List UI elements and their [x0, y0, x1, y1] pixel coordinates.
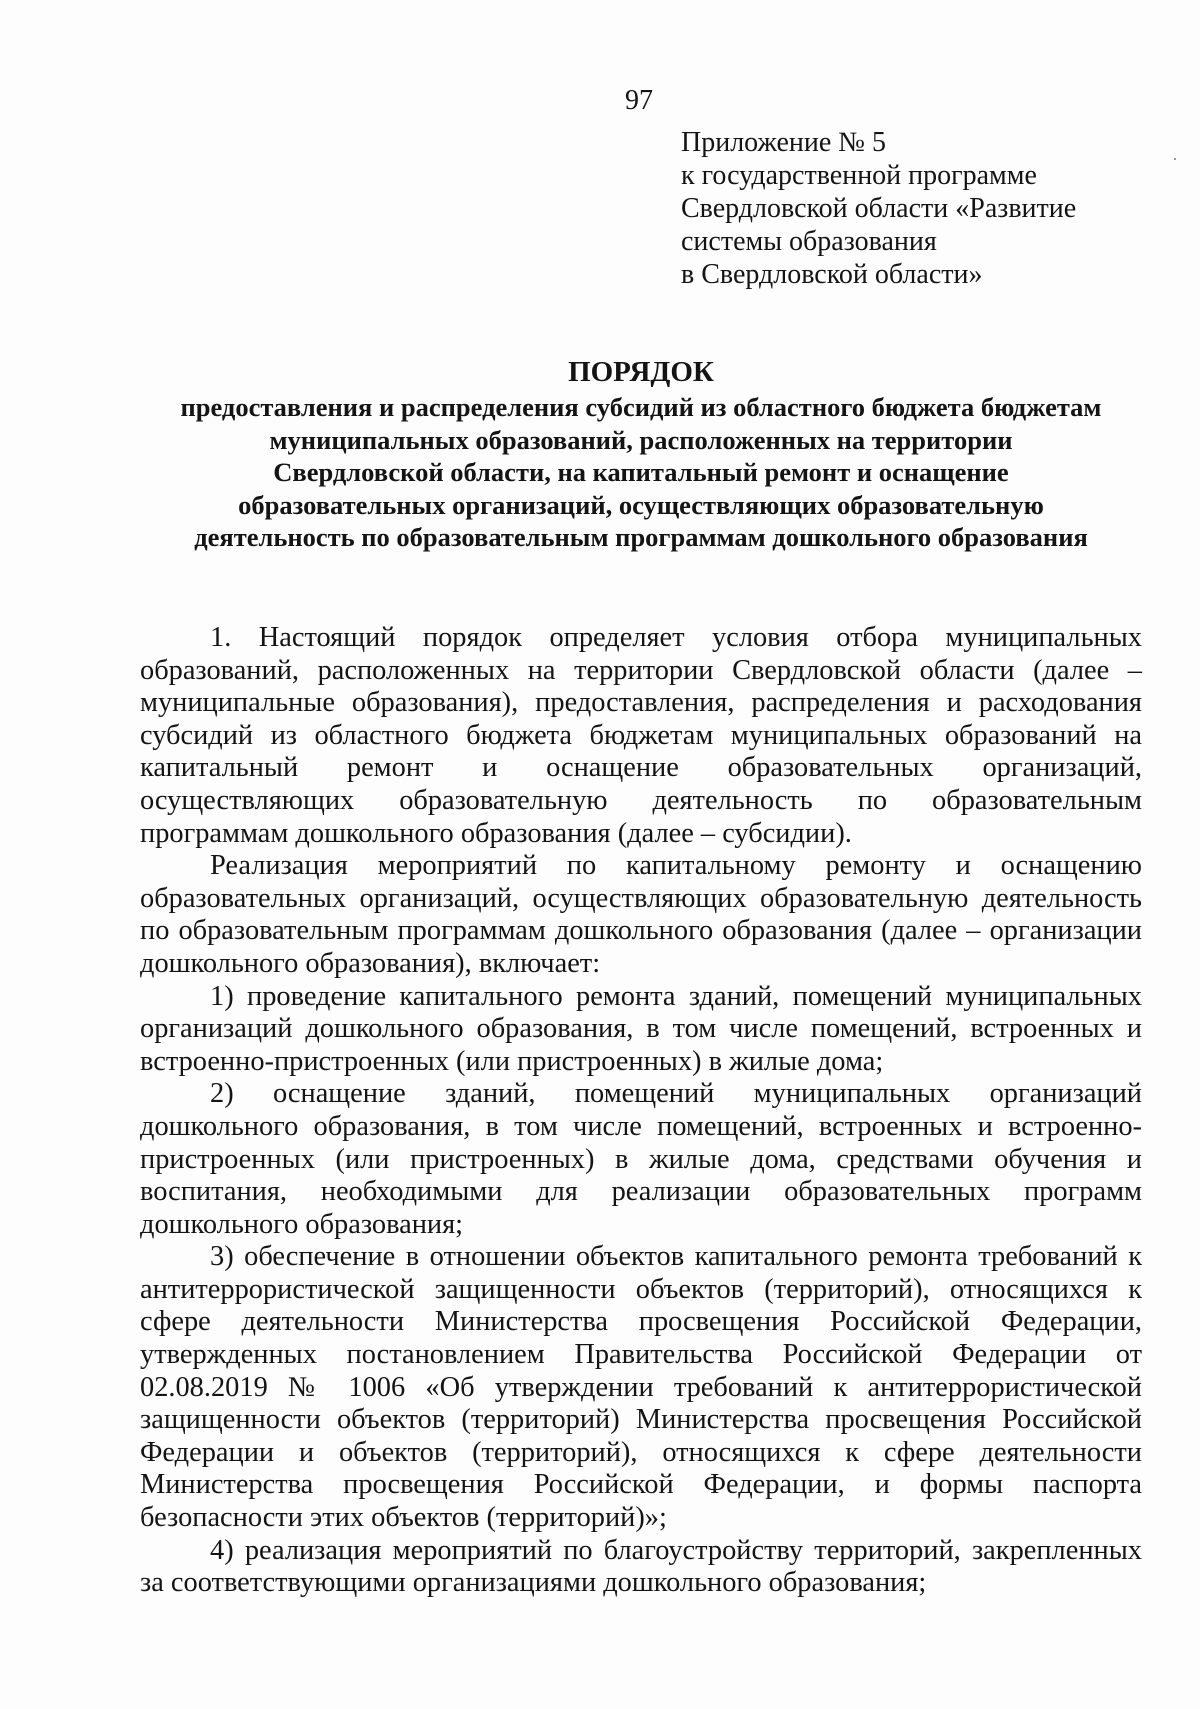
page-number: 97 [625, 85, 653, 116]
appendix-line: Приложение № 5 [681, 127, 886, 158]
body-paragraph: 2) оснащение зданий, помещений муниципальных организаций дошкольного образования, в том числе помещений, встроенных и встроенно-пристроенных (или пристроенных) в жилые дома, средствами обучения и воспитания, необходимыми для реализации образовательных программ дошкольного образования; [140, 1078, 1142, 1240]
appendix-line: системы образования [681, 226, 937, 257]
document-title: ПОРЯДОК [568, 356, 714, 388]
subtitle-line: деятельность по образовательным программам дошкольного образования [194, 522, 1088, 552]
document-subtitle [140, 391, 1142, 554]
scan-speck [1174, 158, 1176, 160]
body-paragraph: 1. Настоящий порядок определяет условия отбора муниципальных образований, расположенных на территории Свердловской области (далее – муниципальные образования), предоставления, распределения и расходования субсидий из областного бюджета бюджетам муниципальных образований на капитальный ремонт и оснащение образовательных организаций, осуществляющих образовательную деятельность по образовательным программам дошкольного образования (далее – субсидии). [140, 622, 1142, 849]
body-paragraph: 1) проведение капитального ремонта зданий, помещений муниципальных организаций дошкольного образования, в том числе помещений, встроенных и встроенно-пристроенных (или пристроенных) в жилые дома; [140, 980, 1142, 1077]
appendix-note [681, 126, 1151, 291]
subtitle-line: образовательных организаций, осуществляющих образовательную [238, 489, 1044, 520]
body-paragraph: 3) обеспечение в отношении объектов капитального ремонта требований к антитеррористической защищенности объектов (территорий), относящихся к сфере деятельности Министерства просвещения Российской Федерации, утвержденных постановлением Правительства Российской Федерации от 02.08.2019 № 1006 «Об утверждении требований к антитеррористической защищенности объектов (территорий) Министерства просвещения Российской Федерации и объектов (территорий), относящихся к сфере деятельности Министерства просвещения Российской Федерации, и формы паспорта безопасности этих объектов (территорий)»; [140, 1241, 1142, 1534]
appendix-line: в Свердловской области» [681, 259, 983, 290]
body-paragraph: Реализация мероприятий по капитальному ремонту и оснащению образовательных организаций, осуществляющих образовательную деятельность по образовательным программам дошкольного образования (далее – организации дошкольного образования), включает: [140, 850, 1142, 979]
subtitle-line: муниципальных образований, расположенных на территории [269, 424, 1013, 455]
document-body [140, 622, 1142, 1600]
body-paragraph: 4) реализация мероприятий по благоустройству территорий, закрепленных за соответствующими организациями дошкольного образования; [140, 1534, 1142, 1599]
subtitle-line: предоставления и распределения субсидий из областного бюджета бюджетам [180, 392, 1102, 422]
appendix-line: Свердловской области «Развитие [681, 193, 1077, 224]
appendix-line: к государственной программе [681, 160, 1037, 191]
subtitle-line: Свердловской области, на капитальный ремонт и оснащение [273, 457, 1009, 487]
